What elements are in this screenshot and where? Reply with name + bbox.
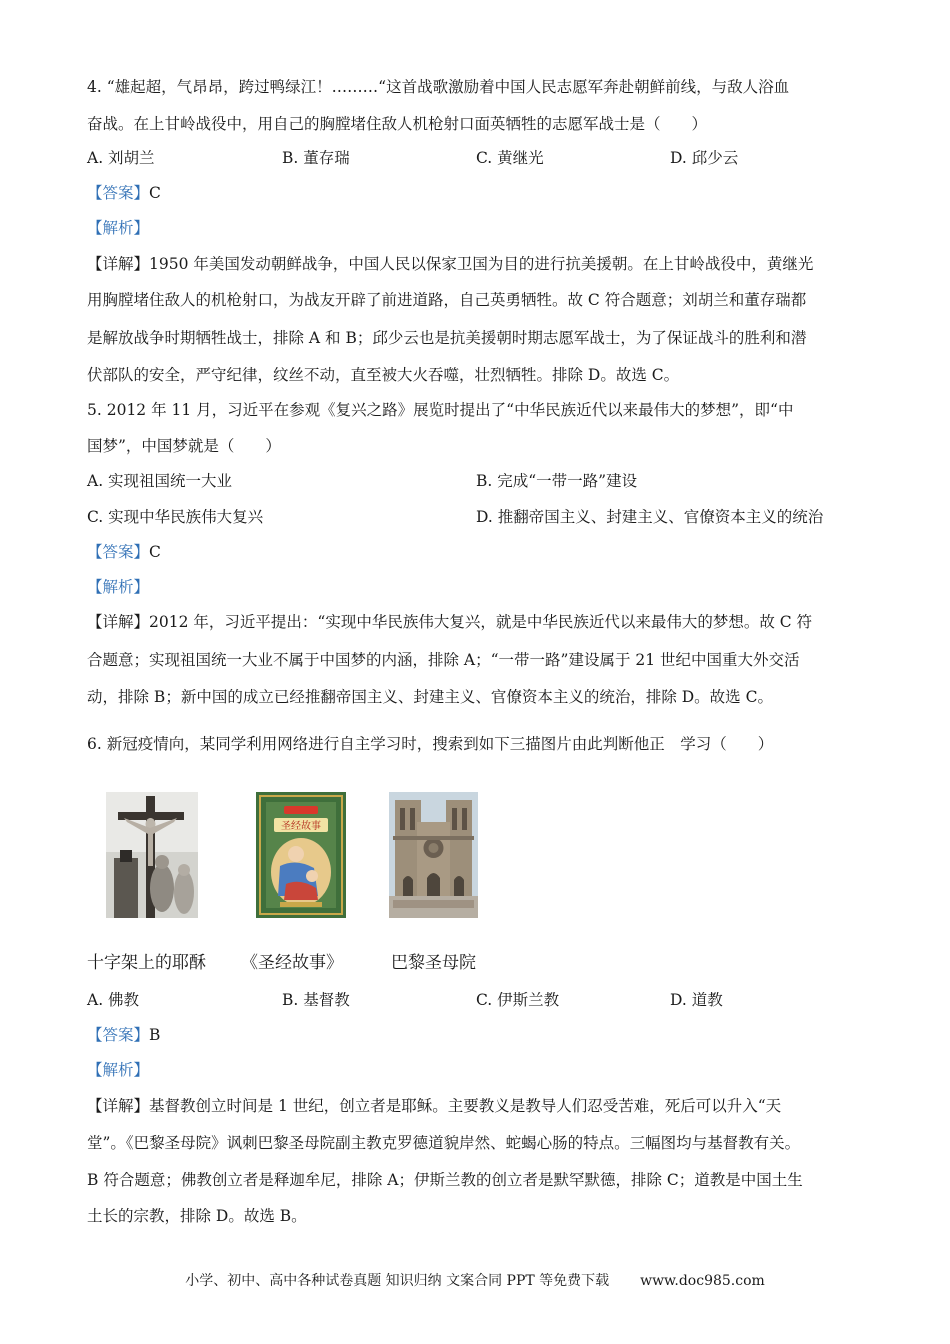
q6-option-d: D. 道教 [670,991,723,1009]
q4-option-b: B. 董存瑞 [282,149,350,167]
q6-stem-line1: 6. 新冠疫情向，某同学利用网络进行自主学习时，搜索到如下三描图片由此判断他正 学习（ ） [87,735,774,753]
q4-detail-line2: 用胸膛堵住敌人的机枪射口，为战友开辟了前进道路，自己英勇牺牲。故 C 符合题意；刘胡兰和董存瑞都 [87,291,807,309]
q5-stem-line2: 国梦”，中国梦就是（ ） [87,437,281,455]
q5-option-d: D. 推翻帝国主义、封建主义、官僚资本主义的统治 [476,508,824,526]
q4-option-c: C. 黄继光 [476,149,544,167]
q4-stem-line2: 奋战。在上甘岭战役中，用自己的胸膛堵住敌人机枪射口面英牺牲的志愿军战士是（ ） [87,115,708,133]
q4-analysis-label: 【解析】 [87,219,150,237]
detail-label: 【详解】 [87,255,150,273]
bible-stories-book-image [256,792,346,918]
q5-option-b: B. 完成“一带一路”建设 [476,472,638,490]
detail-text: 1950 年美国发动朝鲜战争，中国人民以保家卫国为目的进行抗美援朝。在上甘岭战役中，黄继光 [149,255,814,273]
answer-value: C [149,543,161,561]
q6-detail-line1 [87,1095,781,1117]
caption-crucifix: 十字架上的耶酥 [87,953,206,973]
footer-text: 小学、初中、高中各种试卷真题 知识归纳 文案合同 PPT 等免费下载 [185,1273,610,1289]
caption-notre-dame: 巴黎圣母院 [391,953,476,973]
notre-dame-image [389,792,478,918]
detail-label: 【详解】 [87,613,150,631]
q4-answer [87,182,161,204]
q5-analysis-label: 【解析】 [87,578,150,596]
footer-site-link[interactable]: www.doc985.com [640,1273,765,1289]
q6-detail-line4: 土长的宗教，排除 D。故选 B。 [87,1207,307,1225]
q5-detail-line2: 合题意；实现祖国统一大业不属于中国梦的内涵，排除 A；“一带一路”建设属于 21 世纪中国重大外交活 [87,651,800,669]
book-title: 圣经故事 [281,821,321,832]
answer-label: 【答案】 [87,543,150,561]
q4-option-d: D. 邱少云 [670,149,739,167]
q5-option-a: A. 实现祖国统一大业 [87,472,233,490]
q6-option-a: A. 佛教 [87,991,140,1009]
q5-stem-line1: 5. 2012 年 11 月，习近平在参观《复兴之路》展览时提出了“中华民族近代以来最伟大的梦想”，即“中 [87,401,794,419]
caption-bible-stories: 《圣经故事》 [241,953,343,973]
detail-label: 【详解】 [87,1097,150,1115]
q4-stem-line1: 4. “雄起超，气昂昂，跨过鸭绿江！………“这首战歌激励着中国人民志愿军奔赴朝鲜前线，与敌人浴血 [87,78,790,96]
q5-option-c: C. 实现中华民族伟大复兴 [87,508,264,526]
q4-detail-line3: 是解放战争时期牺牲战士，排除 A 和 B；邱少云也是抗美援朝时期志愿军战士，为了保证战斗的胜利和潜 [87,329,807,347]
q5-answer [87,541,161,563]
q6-option-c: C. 伊斯兰教 [476,991,560,1009]
q6-analysis-label: 【解析】 [87,1061,150,1079]
q6-answer [87,1024,160,1046]
detail-text: 基督教创立时间是 1 世纪，创立者是耶稣。主要教义是教导人们忍受苦难，死后可以升入“天 [149,1097,782,1115]
answer-label: 【答案】 [87,1026,150,1044]
q4-detail-line4: 伏部队的安全，严守纪律，纹丝不动，直至被大火吞噬，壮烈牺牲。排除 D。故选 C。 [87,366,680,384]
answer-value: C [149,184,161,202]
page-footer [0,1270,950,1290]
q6-detail-line3: B 符合题意；佛教创立者是释迦牟尼，排除 A；伊斯兰教的创立者是默罕默德，排除 C；道教是中国土生 [87,1171,803,1189]
q4-detail-line1 [87,253,813,275]
q5-detail-line3: 动，排除 B；新中国的成立已经推翻帝国主义、封建主义、官僚资本主义的统治，排除 D。故选 C。 [87,688,773,706]
crucifix-image [106,792,198,918]
detail-text: 2012 年，习近平提出：“实现中华民族伟大复兴，就是中华民族近代以来最伟大的梦想。故 C 符 [149,613,813,631]
q6-detail-line2: 堂”。《巴黎圣母院》讽刺巴黎圣母院副主教克罗德道貌岸然、蛇蝎心肠的特点。三幅图均与基督教有关。 [87,1134,801,1152]
answer-label: 【答案】 [87,184,150,202]
q4-option-a: A. 刘胡兰 [87,149,155,167]
answer-value: B [149,1026,161,1044]
q5-detail-line1 [87,611,812,633]
q6-option-b: B. 基督教 [282,991,350,1009]
